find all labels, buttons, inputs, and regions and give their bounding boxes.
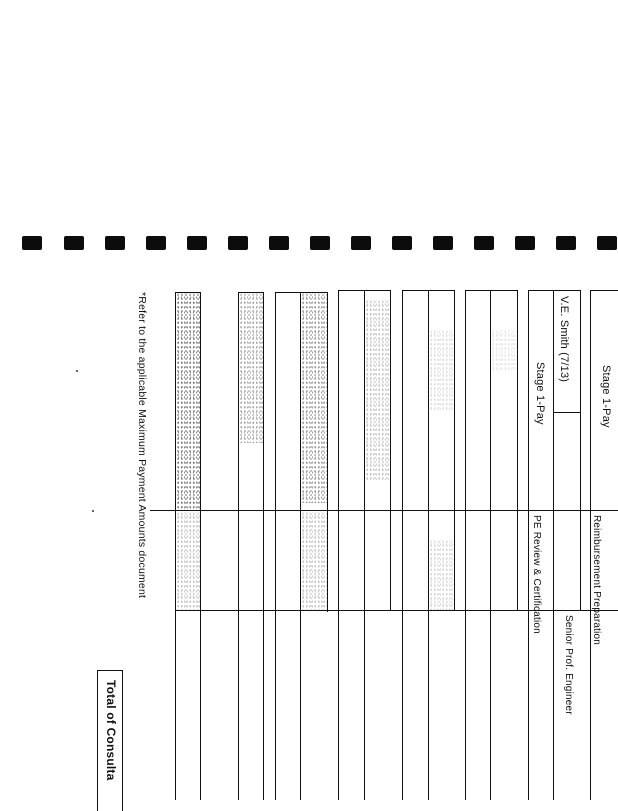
grid-line [175, 610, 618, 611]
speck [76, 370, 78, 372]
registration-mark [392, 236, 412, 250]
grid-line [402, 290, 403, 800]
row2-category: PE Review & Certification [531, 515, 542, 634]
shaded-cell [239, 293, 263, 443]
grid-line [275, 292, 276, 800]
grid-line [263, 292, 264, 800]
shaded-cell [429, 330, 454, 410]
grid-line [390, 290, 391, 610]
grid-line [327, 292, 328, 612]
shaded-cell [176, 293, 200, 510]
grid-line [454, 290, 455, 610]
registration-mark [474, 236, 494, 250]
shaded-cell [429, 540, 454, 610]
registration-mark [64, 236, 84, 250]
grid-line [465, 290, 466, 800]
registration-mark [269, 236, 289, 250]
shaded-cell [301, 512, 327, 610]
shaded-cell [365, 300, 390, 480]
shaded-cell [491, 330, 517, 370]
grid-line [150, 510, 618, 511]
grid-line [590, 290, 618, 291]
speck [92, 510, 94, 512]
registration-mark [146, 236, 166, 250]
grid-line [528, 290, 580, 291]
grid-line [465, 290, 517, 291]
shaded-cell [301, 293, 327, 503]
registration-mark [597, 236, 617, 250]
grid-line [580, 290, 581, 610]
registration-mark [187, 236, 207, 250]
grid-line [528, 290, 529, 800]
registration-mark [433, 236, 453, 250]
grid-line [517, 290, 518, 610]
grid-line [200, 292, 201, 800]
row2-name: V.E. Smith (7/13) [558, 296, 570, 383]
registration-mark [351, 236, 371, 250]
registration-mark [105, 236, 125, 250]
registration-mark [22, 236, 42, 250]
total-label: Total of Consulta [104, 680, 118, 781]
row2-task: Stage 1-Pay [534, 362, 546, 425]
row1-category: Reimbursement Preparation [591, 515, 602, 646]
row1-role: Senior Prof. Engineer [563, 615, 574, 715]
shaded-cell [176, 512, 200, 610]
registration-mark [556, 236, 576, 250]
grid-line [338, 290, 339, 800]
registration-mark [515, 236, 535, 250]
row1-task: Stage 1-Pay [600, 365, 612, 428]
registration-mark [228, 236, 248, 250]
registration-mark [310, 236, 330, 250]
footnote: *Refer to the applicable Maximum Payment Amounts document [136, 292, 148, 599]
